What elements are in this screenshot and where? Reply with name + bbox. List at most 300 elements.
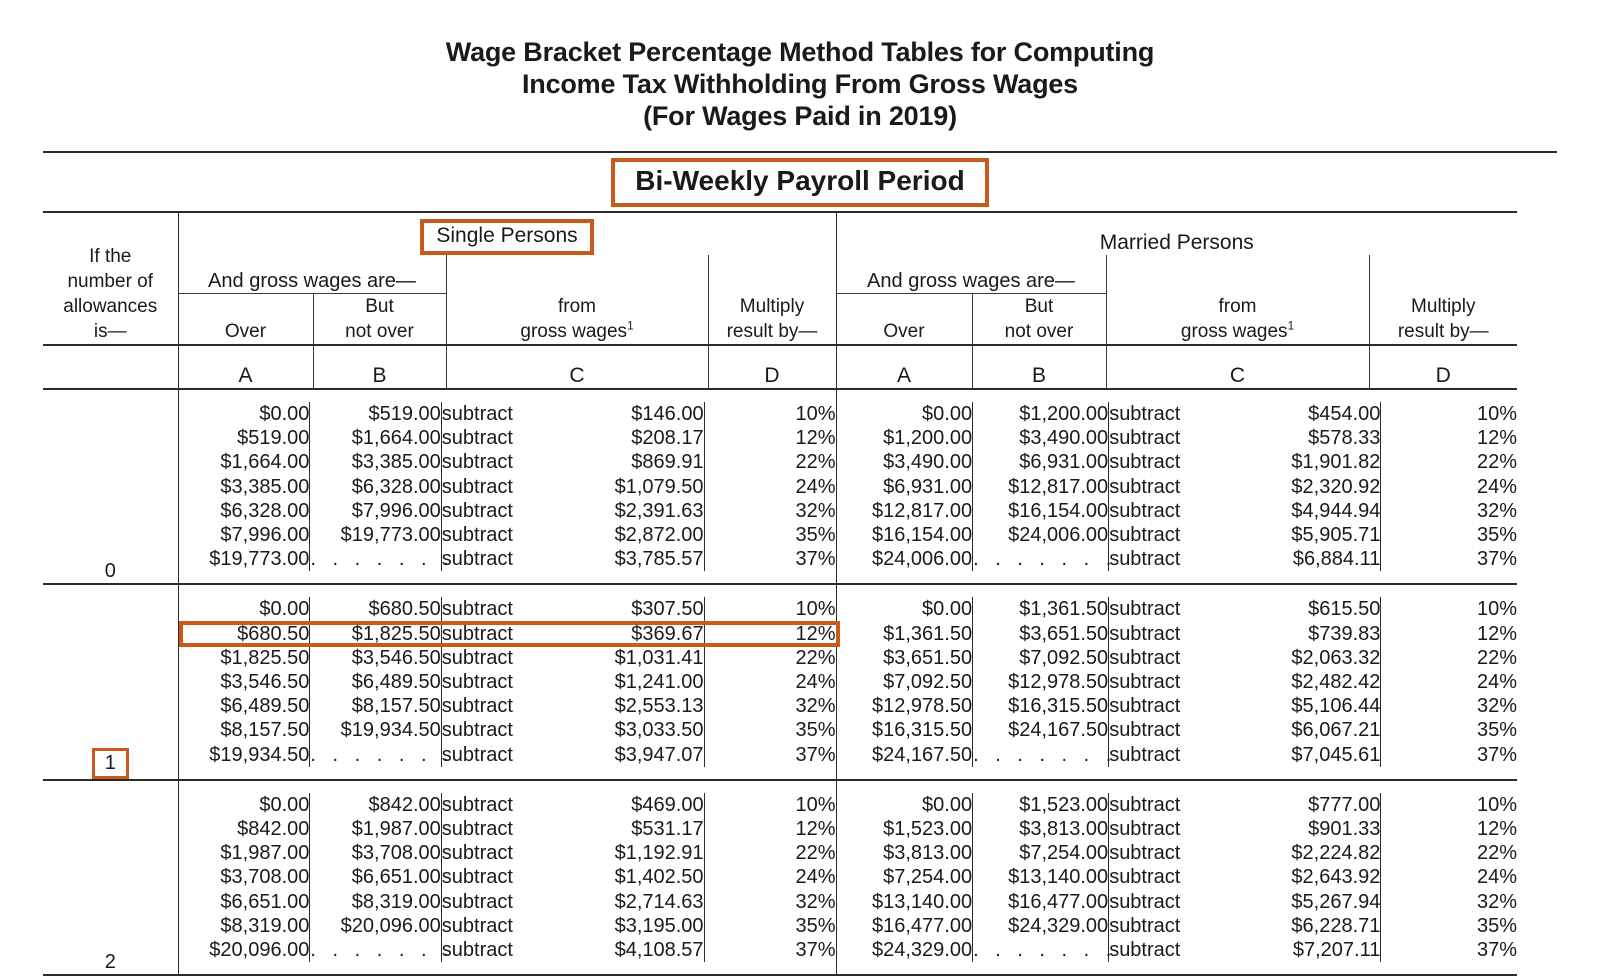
married-operation-label: subtract	[1109, 793, 1181, 816]
married-subtract-amount: $901.33	[1245, 817, 1381, 841]
single-not-over-value: $19,773.00	[310, 523, 441, 547]
married-subtract-amount: $1,901.82	[1245, 450, 1381, 474]
married-over-value: $0.00	[837, 793, 973, 817]
table-header-group-row	[43, 212, 1517, 255]
married-operation-label: subtract	[1109, 598, 1181, 621]
married-over-value: $16,154.00	[837, 523, 973, 547]
single-rate-value: 24%	[795, 866, 836, 889]
single-not-over-value: $8,157.50	[310, 694, 441, 718]
married-bracket-subtable	[837, 390, 1518, 583]
spacer-row	[179, 571, 836, 583]
table-row	[179, 547, 836, 571]
married-butnotover-header	[972, 294, 1106, 346]
table-row	[837, 914, 1518, 938]
married-rate-value: 22%	[1476, 842, 1517, 865]
married-column-letter-c: C	[1106, 345, 1369, 389]
single-operation-label: subtract	[441, 427, 513, 450]
married-over-value: $16,315.50	[837, 718, 973, 742]
table-row	[837, 547, 1518, 571]
married-operation-label: subtract	[1109, 939, 1181, 962]
single-rate-value: 12%	[795, 622, 836, 645]
table-row	[837, 622, 1518, 646]
single-not-over-value: $1,825.50	[310, 622, 441, 646]
single-operation-label: subtract	[441, 499, 513, 522]
married-from-gross-wages-header	[1106, 255, 1369, 345]
married-rate-value: 12%	[1476, 818, 1517, 841]
married-persons-band	[836, 584, 1517, 779]
married-not-over-value: $24,167.50	[973, 718, 1109, 742]
single-not-over-value: $3,708.00	[310, 841, 441, 865]
married-not-over-value: $24,006.00	[973, 523, 1109, 547]
single-operation-label: subtract	[441, 842, 513, 865]
married-bracket-subtable	[837, 781, 1518, 974]
married-not-over-value: . . . . . . .	[973, 548, 1117, 571]
single-operation-label: subtract	[441, 598, 513, 621]
single-operation-label: subtract	[441, 939, 513, 962]
table-row	[837, 646, 1518, 670]
married-operation-label: subtract	[1109, 695, 1181, 718]
single-rate-value: 22%	[795, 646, 836, 669]
single-over-value: $0.00	[179, 597, 310, 621]
married-operation-label: subtract	[1109, 646, 1181, 669]
married-gross-wages-label2: gross wages$^1$	[1180, 319, 1295, 342]
spacer-row	[837, 571, 1518, 583]
single-rate-value: 32%	[795, 695, 836, 718]
single-subtract-amount: $3,947.07	[573, 743, 704, 767]
married-over-value: $1,361.50	[837, 622, 973, 646]
single-over-value: $7,996.00	[179, 523, 310, 547]
single-not-over-value: $519.00	[310, 402, 441, 426]
single-not-over-value: $842.00	[310, 793, 441, 817]
allowance-number-cell	[43, 584, 178, 779]
married-subtract-amount: $739.83	[1245, 622, 1381, 646]
single-operation-label: subtract	[441, 671, 513, 694]
married-not-over-value: $3,651.50	[973, 622, 1109, 646]
allowance-number-cell	[43, 389, 178, 584]
married-subtract-amount: $6,884.11	[1245, 547, 1381, 571]
married-rate-value: 22%	[1476, 646, 1517, 669]
single-multiply-header	[708, 255, 836, 345]
footnote-marker-married: 1	[1287, 319, 1295, 333]
table-row	[179, 523, 836, 547]
spacer-row	[837, 585, 1518, 597]
single-subtract-amount: $2,872.00	[573, 523, 704, 547]
single-subtract-amount: $4,108.57	[573, 938, 704, 962]
married-rate-value: 10%	[1476, 793, 1517, 816]
allowance-number-highlight-box: 1	[92, 748, 129, 779]
single-operation-label: subtract	[441, 818, 513, 841]
single-not-over-value: $20,096.00	[310, 914, 441, 938]
single-rate-value: 35%	[795, 914, 836, 937]
single-not-over-value: $8,319.00	[310, 890, 441, 914]
single-column-letter-c: C	[446, 345, 708, 389]
single-subtract-amount: $3,785.57	[573, 547, 704, 571]
table-header-letters-row	[43, 345, 1517, 389]
single-column-letter-d: D	[708, 345, 836, 389]
single-subtract-amount: $208.17	[573, 426, 704, 450]
single-bracket-subtable	[179, 585, 836, 778]
single-not-over-value: $680.50	[310, 597, 441, 621]
table-row	[837, 426, 1518, 450]
allowances-header-line1: If the	[89, 246, 132, 267]
wage-bracket-table	[43, 211, 1517, 976]
table-row	[179, 817, 836, 841]
married-rate-value: 35%	[1476, 719, 1517, 742]
table-row	[179, 646, 836, 670]
married-column-letter-b: B	[972, 345, 1106, 389]
spacer-row	[179, 767, 836, 779]
married-rate-value: 37%	[1476, 939, 1517, 962]
single-over-value: $19,773.00	[179, 547, 310, 571]
married-operation-label: subtract	[1109, 818, 1181, 841]
married-operation-label: subtract	[1109, 890, 1181, 913]
single-subtract-amount: $369.67	[573, 622, 704, 646]
single-over-value: $8,319.00	[179, 914, 310, 938]
spacer-row	[179, 390, 836, 402]
married-but-line2: not over	[1004, 321, 1074, 342]
single-operation-label: subtract	[441, 914, 513, 937]
single-rate-value: 10%	[795, 598, 836, 621]
single-over-value: $0.00	[179, 793, 310, 817]
single-over-value: $1,987.00	[179, 841, 310, 865]
single-gross-wages-label: And gross wages are—	[178, 255, 446, 294]
married-subtract-amount: $615.50	[1245, 597, 1381, 621]
married-operation-label: subtract	[1109, 475, 1181, 498]
married-bracket-subtable	[837, 585, 1518, 778]
single-not-over-value: . . . . . . .	[310, 939, 455, 962]
single-not-over-value: $3,546.50	[310, 646, 441, 670]
single-operation-label: subtract	[441, 524, 513, 547]
single-persons-band	[178, 584, 836, 779]
married-rate-value: 24%	[1476, 671, 1517, 694]
single-not-over-value: . . . . . . .	[310, 548, 455, 571]
married-subtract-amount: $2,320.92	[1245, 475, 1381, 499]
single-persons-band	[178, 780, 836, 975]
single-rate-value: 12%	[795, 427, 836, 450]
married-multiply-header	[1369, 255, 1517, 345]
married-over-value: $0.00	[837, 597, 973, 621]
married-over-value: $1,200.00	[837, 426, 973, 450]
letters-blank-cell	[43, 345, 178, 389]
married-over-label: Over	[883, 321, 925, 342]
married-over-value: $7,254.00	[837, 865, 973, 889]
single-rate-value: 10%	[795, 793, 836, 816]
table-row	[179, 694, 836, 718]
table-row	[837, 890, 1518, 914]
single-subtract-amount: $531.17	[573, 817, 704, 841]
table-row	[179, 890, 836, 914]
single-subtract-amount: $1,241.00	[573, 670, 704, 694]
single-rate-value: 37%	[795, 939, 836, 962]
allowance-band-row	[43, 389, 1517, 584]
single-not-over-value: $6,651.00	[310, 865, 441, 889]
table-row	[179, 402, 836, 426]
married-not-over-value: $12,978.50	[973, 670, 1109, 694]
spacer-row	[837, 390, 1518, 402]
single-not-over-value: . . . . . . .	[310, 743, 455, 766]
married-not-over-value: $16,477.00	[973, 890, 1109, 914]
single-butnotover-header	[313, 294, 446, 346]
single-operation-label: subtract	[441, 695, 513, 718]
single-from-label: from	[558, 296, 596, 317]
allowances-header-line3: allowances	[63, 296, 158, 317]
single-over-value: $842.00	[179, 817, 310, 841]
married-subtract-amount: $5,905.71	[1245, 523, 1381, 547]
married-not-over-value: $3,490.00	[973, 426, 1109, 450]
married-subtract-amount: $2,482.42	[1245, 670, 1381, 694]
single-rate-value: 35%	[795, 719, 836, 742]
single-not-over-value: $19,934.50	[310, 718, 441, 742]
single-over-value: $1,825.50	[179, 646, 310, 670]
spacer-row	[179, 781, 836, 793]
spacer-row	[179, 585, 836, 597]
spacer-row	[179, 962, 836, 974]
single-rate-value: 12%	[795, 818, 836, 841]
single-subtract-amount: $1,031.41	[573, 646, 704, 670]
single-bracket-subtable	[179, 781, 836, 974]
married-persons-band	[836, 780, 1517, 975]
single-rate-value: 35%	[795, 524, 836, 547]
married-subtract-amount: $777.00	[1245, 793, 1381, 817]
single-over-value: $6,328.00	[179, 499, 310, 523]
single-subtract-amount: $469.00	[573, 793, 704, 817]
single-over-value: $680.50	[179, 622, 310, 646]
single-multiply-line1: Multiply	[739, 296, 805, 317]
married-over-value: $7,092.50	[837, 670, 973, 694]
single-persons-band	[178, 389, 836, 584]
single-over-value: $20,096.00	[179, 938, 310, 962]
single-rate-value: 24%	[795, 475, 836, 498]
table-row	[837, 402, 1518, 426]
single-operation-label: subtract	[441, 548, 513, 571]
spacer-row	[837, 962, 1518, 974]
single-operation-label: subtract	[441, 475, 513, 498]
single-but-line1: But	[365, 296, 394, 317]
married-subtract-amount: $6,228.71	[1245, 914, 1381, 938]
single-not-over-value: $6,489.50	[310, 670, 441, 694]
spacer-row	[837, 781, 1518, 793]
single-from-gross-wages-header	[446, 255, 708, 345]
single-subtract-amount: $3,033.50	[573, 718, 704, 742]
table-row	[179, 743, 836, 767]
single-multiply-line2: result by—	[726, 321, 818, 342]
single-over-value: $0.00	[179, 402, 310, 426]
table-row	[179, 841, 836, 865]
single-over-value: $8,157.50	[179, 718, 310, 742]
married-subtract-amount: $2,643.92	[1245, 865, 1381, 889]
single-operation-label: subtract	[441, 890, 513, 913]
married-operation-label: subtract	[1109, 743, 1181, 766]
allowance-number: 2	[104, 951, 116, 974]
single-persons-highlight-box: Single Persons	[420, 219, 593, 255]
allowance-band-row	[43, 584, 1517, 779]
single-over-value: $1,664.00	[179, 450, 310, 474]
single-bracket-subtable	[179, 390, 836, 583]
married-rate-value: 35%	[1476, 914, 1517, 937]
married-operation-label: subtract	[1109, 866, 1181, 889]
single-operation-label: subtract	[441, 403, 513, 425]
married-over-header	[836, 294, 972, 346]
married-subtract-amount: $2,063.32	[1245, 646, 1381, 670]
table-row	[179, 718, 836, 742]
single-operation-label: subtract	[441, 646, 513, 669]
table-row	[837, 694, 1518, 718]
single-over-value: $6,651.00	[179, 890, 310, 914]
married-not-over-value: $13,140.00	[973, 865, 1109, 889]
married-rate-value: 12%	[1476, 427, 1517, 450]
married-rate-value: 32%	[1476, 890, 1517, 913]
married-subtract-amount: $2,224.82	[1245, 841, 1381, 865]
married-subtract-amount: $7,207.11	[1245, 938, 1381, 962]
table-row	[837, 743, 1518, 767]
single-subtract-amount: $2,553.13	[573, 694, 704, 718]
married-operation-label: subtract	[1109, 548, 1181, 571]
married-operation-label: subtract	[1109, 427, 1181, 450]
married-operation-label: subtract	[1109, 622, 1181, 645]
single-column-letter-b: B	[313, 345, 446, 389]
single-over-value: $6,489.50	[179, 694, 310, 718]
married-over-value: $0.00	[837, 402, 973, 426]
married-rate-value: 24%	[1476, 866, 1517, 889]
married-not-over-value: $3,813.00	[973, 817, 1109, 841]
single-over-label: Over	[224, 321, 267, 342]
married-over-value: $3,813.00	[837, 841, 973, 865]
married-over-value: $3,651.50	[837, 646, 973, 670]
single-subtract-amount: $307.50	[573, 597, 704, 621]
single-subtract-amount: $1,079.50	[573, 475, 704, 499]
table-row	[179, 622, 836, 646]
married-not-over-value: $16,315.50	[973, 694, 1109, 718]
single-subtract-amount: $3,195.00	[573, 914, 704, 938]
married-rate-value: 35%	[1476, 524, 1517, 547]
single-over-value: $3,546.50	[179, 670, 310, 694]
table-row	[179, 793, 836, 817]
table-row	[179, 865, 836, 889]
single-gross-wages-label2: gross wages$^1$	[520, 319, 634, 342]
married-rate-value: 37%	[1476, 743, 1517, 766]
married-not-over-value: $1,200.00	[973, 402, 1109, 426]
single-over-value: $19,934.50	[179, 743, 310, 767]
married-over-value: $24,167.50	[837, 743, 973, 767]
payroll-period-highlight-box: Bi-Weekly Payroll Period	[611, 158, 988, 207]
married-subtract-amount: $7,045.61	[1245, 743, 1381, 767]
table-header-grosswages-row	[43, 255, 1517, 294]
married-from-label: from	[1218, 296, 1257, 317]
single-subtract-amount: $869.91	[573, 450, 704, 474]
married-over-value: $13,140.00	[837, 890, 973, 914]
married-operation-label: subtract	[1109, 451, 1181, 474]
married-persons-group-header: Married Persons	[836, 212, 1517, 255]
table-row	[179, 450, 836, 474]
allowances-header-line2: number of	[67, 271, 154, 292]
married-not-over-value: $1,523.00	[973, 793, 1109, 817]
single-not-over-value: $7,996.00	[310, 499, 441, 523]
single-not-over-value: $1,987.00	[310, 817, 441, 841]
married-subtract-amount: $454.00	[1245, 402, 1381, 426]
married-but-line1: But	[1024, 296, 1054, 317]
single-rate-value: 37%	[795, 743, 836, 766]
allowances-header	[43, 244, 178, 344]
married-rate-value: 22%	[1476, 451, 1517, 474]
married-over-value: $12,978.50	[837, 694, 973, 718]
married-not-over-value: $12,817.00	[973, 475, 1109, 499]
married-rate-value: 37%	[1476, 548, 1517, 571]
table-row	[179, 670, 836, 694]
title-line-3: (For Wages Paid in 2019)	[643, 101, 957, 131]
married-subtract-amount: $6,067.21	[1245, 718, 1381, 742]
single-operation-label: subtract	[441, 719, 513, 742]
single-not-over-value: $1,664.00	[310, 426, 441, 450]
single-operation-label: subtract	[441, 793, 513, 816]
married-rate-value: 32%	[1476, 695, 1517, 718]
married-operation-label: subtract	[1109, 671, 1181, 694]
married-not-over-value: $24,329.00	[973, 914, 1109, 938]
single-subtract-amount: $146.00	[573, 402, 704, 426]
married-subtract-amount: $5,106.44	[1245, 694, 1381, 718]
single-rate-value: 10%	[795, 403, 836, 425]
married-operation-label: subtract	[1109, 842, 1181, 865]
married-gross-wages-label: And gross wages are—	[836, 255, 1106, 294]
table-row	[837, 450, 1518, 474]
married-subtract-amount: $5,267.94	[1245, 890, 1381, 914]
table-row	[837, 865, 1518, 889]
married-subtract-amount: $578.33	[1245, 426, 1381, 450]
single-not-over-value: $3,385.00	[310, 450, 441, 474]
table-row	[837, 475, 1518, 499]
single-column-letter-a: A	[178, 345, 313, 389]
married-not-over-value: . . . . . . .	[973, 939, 1117, 962]
allowance-number-cell	[43, 780, 178, 975]
table-row	[837, 597, 1518, 621]
single-rate-value: 32%	[795, 890, 836, 913]
single-subtract-amount: $1,402.50	[573, 865, 704, 889]
table-body	[43, 389, 1517, 975]
married-over-value: $16,477.00	[837, 914, 973, 938]
married-not-over-value: $16,154.00	[973, 499, 1109, 523]
table-row	[837, 841, 1518, 865]
married-operation-label: subtract	[1109, 719, 1181, 742]
single-over-header	[178, 294, 313, 346]
single-rate-value: 22%	[795, 451, 836, 474]
single-over-value: $3,708.00	[179, 865, 310, 889]
married-over-value: $6,931.00	[837, 475, 973, 499]
married-not-over-value: $1,361.50	[973, 597, 1109, 621]
married-operation-label: subtract	[1109, 914, 1181, 937]
single-over-value: $519.00	[179, 426, 310, 450]
married-operation-label: subtract	[1109, 499, 1181, 522]
table-row	[179, 426, 836, 450]
spacer-row	[837, 767, 1518, 779]
married-over-value: $24,329.00	[837, 938, 973, 962]
married-over-value: $12,817.00	[837, 499, 973, 523]
married-rate-value: 24%	[1476, 475, 1517, 498]
single-subtract-amount: $2,391.63	[573, 499, 704, 523]
table-row	[837, 523, 1518, 547]
married-operation-label: subtract	[1109, 403, 1181, 425]
title-line-1: Wage Bracket Percentage Method Tables for Computing	[445, 37, 1155, 67]
table-row	[179, 914, 836, 938]
married-not-over-value: $7,092.50	[973, 646, 1109, 670]
allowances-header-line4: is—	[93, 321, 127, 342]
single-rate-value: 22%	[795, 842, 836, 865]
single-operation-label: subtract	[441, 622, 513, 645]
single-rate-value: 32%	[795, 499, 836, 522]
table-row	[837, 817, 1518, 841]
married-column-letter-a: A	[836, 345, 972, 389]
married-rate-value: 10%	[1476, 598, 1517, 621]
married-multiply-line1: Multiply	[1411, 296, 1476, 317]
table-row	[179, 499, 836, 523]
